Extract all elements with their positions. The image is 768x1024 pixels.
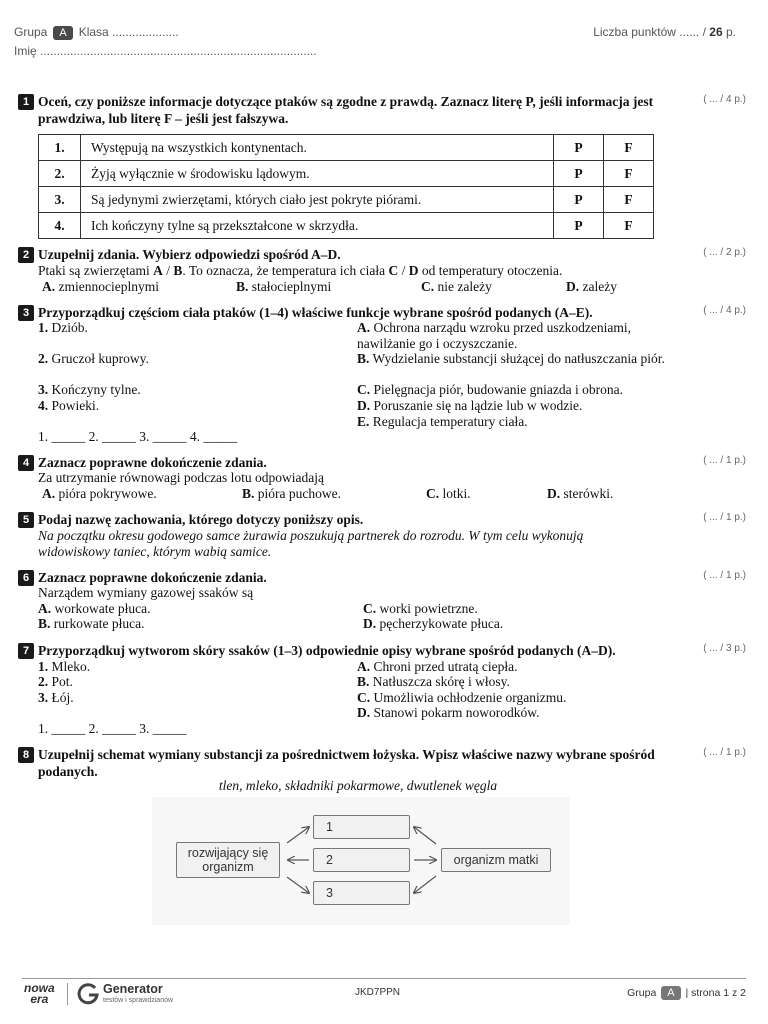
question-number-5: 5 bbox=[18, 512, 34, 528]
option-text: zależy bbox=[582, 279, 617, 294]
option-text: pęcherzykowate płuca. bbox=[379, 616, 504, 631]
item-letter: B. bbox=[357, 351, 370, 366]
item-letter: C. bbox=[357, 690, 371, 705]
item-text: Gruczoł kuprowy. bbox=[51, 351, 149, 366]
item-text: Łój. bbox=[51, 690, 74, 705]
item-text: Umożliwia ochłodzenie organizmu. bbox=[373, 690, 567, 705]
option-text: lotki. bbox=[442, 486, 471, 501]
row-number: 2. bbox=[39, 161, 81, 187]
item-number: 1. bbox=[38, 320, 49, 335]
item-text: Pielęgnacja piór, budowanie gniazda i obrona. bbox=[373, 382, 623, 397]
question-4-title: Zaznacz poprawne dokończenie zdania. bbox=[38, 455, 267, 470]
false-option[interactable]: F bbox=[604, 161, 654, 187]
option-text: nie zależy bbox=[437, 279, 492, 294]
choice-c[interactable]: C bbox=[388, 263, 399, 278]
false-option[interactable]: F bbox=[604, 213, 654, 239]
question-number-1: 1 bbox=[18, 94, 34, 110]
option-letter: B. bbox=[38, 616, 51, 631]
answer-slot-3[interactable]: 3 bbox=[313, 881, 410, 905]
sentence-part: od temperatury otoczenia. bbox=[421, 263, 563, 278]
sentence-part: . To oznacza, że temperatura ich ciała bbox=[182, 263, 386, 278]
arrow-from-mother-3 bbox=[414, 876, 436, 893]
option-letter: C. bbox=[426, 486, 440, 501]
points-unit: p. bbox=[725, 25, 736, 39]
nowa-era-logo bbox=[24, 983, 55, 1005]
question-2-points: ( ... / 2 p.) bbox=[703, 247, 746, 258]
question-number-2: 2 bbox=[18, 247, 34, 263]
generator-subtitle: testów i sprawdzianów bbox=[103, 997, 174, 1004]
choice-a[interactable]: A bbox=[153, 263, 163, 278]
option-text: workowate płuca. bbox=[54, 601, 151, 616]
question-3-title: Przyporządkuj częściom ciała ptaków (1–4) właściwe funkcje wybrane spośród podanych (A–E). bbox=[38, 305, 593, 320]
item-text: Poruszanie się na lądzie lub w wodzie. bbox=[373, 398, 583, 413]
generator-g-icon bbox=[76, 982, 100, 1006]
question-5-points: ( ... / 1 p.) bbox=[703, 512, 746, 523]
item-number: 4. bbox=[38, 398, 49, 413]
arrow-to-slot-3 bbox=[287, 877, 309, 893]
item-text: Ochrona narządu wzroku przed uszkodzeniami, nawilżanie go i oczyszczanie. bbox=[357, 320, 632, 351]
page-number: | strona 1 z 2 bbox=[685, 987, 746, 999]
arrow-to-slot-1 bbox=[287, 827, 309, 843]
true-option[interactable]: P bbox=[554, 161, 604, 187]
item-letter: D. bbox=[357, 398, 371, 413]
option-letter: A. bbox=[38, 601, 52, 616]
points-label: Liczba punktów ...... / bbox=[593, 25, 706, 39]
logo-line: era bbox=[30, 992, 49, 1006]
question-5-title: Podaj nazwę zachowania, którego dotyczy poniższy opis. bbox=[38, 512, 364, 527]
separator: / bbox=[162, 263, 174, 278]
option-letter: A. bbox=[42, 486, 56, 501]
answer-slot-1[interactable]: 1 bbox=[313, 815, 410, 839]
statement: Są jedynymi zwierzętami, których ciało jest pokryte piórami. bbox=[81, 187, 554, 213]
description-line: Na początku okresu godowego samce żurawia poszukują partnerek do rozrodu. W tym celu wykonują bbox=[38, 528, 584, 543]
option-text: zmiennocieplnymi bbox=[58, 279, 159, 294]
question-4-stem: Za utrzymanie równowagi podczas lotu odpowiadają bbox=[38, 470, 325, 485]
option-text: rurkowate płuca. bbox=[53, 616, 145, 631]
item-text: Kończyny tylne. bbox=[51, 382, 141, 397]
developing-organism-box: rozwijający się organizm bbox=[176, 842, 280, 878]
option-letter: B. bbox=[236, 279, 249, 294]
footer-page-info bbox=[627, 986, 746, 1000]
question-1-points: ( ... / 4 p.) bbox=[703, 94, 746, 105]
question-6-title: Zaznacz poprawne dokończenie zdania. bbox=[38, 570, 267, 585]
option-letter: B. bbox=[242, 486, 255, 501]
false-option[interactable]: F bbox=[604, 135, 654, 161]
item-letter: D. bbox=[357, 705, 371, 720]
footer-group-badge: A bbox=[661, 986, 680, 1000]
separator: / bbox=[398, 263, 409, 278]
option-text: worki powietrzne. bbox=[379, 601, 478, 616]
mother-organism-box: organizm matki bbox=[441, 848, 551, 872]
item-number: 2. bbox=[38, 674, 49, 689]
true-option[interactable]: P bbox=[554, 187, 604, 213]
true-option[interactable]: P bbox=[554, 213, 604, 239]
question-7-title: Przyporządkuj wytworom skóry ssaków (1–3) odpowiednie opisy wybrane spośród podanych (A–D). bbox=[38, 643, 616, 658]
option-letter: D. bbox=[547, 486, 561, 501]
item-text: Chroni przed utratą ciepła. bbox=[373, 659, 518, 674]
group-badge: A bbox=[53, 26, 72, 40]
points-total: 26 bbox=[709, 25, 723, 39]
description-line: widowiskowy taniec, którym wabią samice. bbox=[38, 544, 272, 559]
option-text: pióra pokrywowe. bbox=[58, 486, 157, 501]
item-letter: A. bbox=[357, 320, 371, 335]
item-text: Natłuszcza skórę i włosy. bbox=[372, 674, 510, 689]
group-label: Grupa bbox=[14, 25, 48, 39]
question-4-points: ( ... / 1 p.) bbox=[703, 455, 746, 466]
option-letter: C. bbox=[363, 601, 377, 616]
answer-blanks[interactable]: 1. _____ 2. _____ 3. _____ bbox=[38, 721, 187, 736]
footer-group-label: Grupa bbox=[627, 987, 657, 999]
option-text: sterówki. bbox=[563, 486, 614, 501]
question-2-title: Uzupełnij zdania. Wybierz odpowiedzi spośród A–D. bbox=[38, 247, 341, 262]
item-number: 1. bbox=[38, 659, 49, 674]
item-letter: C. bbox=[357, 382, 371, 397]
question-number-7: 7 bbox=[18, 643, 34, 659]
item-number: 3. bbox=[38, 690, 49, 705]
item-text: Mleko. bbox=[51, 659, 91, 674]
row-number: 4. bbox=[39, 213, 81, 239]
word-bank: tlen, mleko, składniki pokarmowe, dwutlenek węgla bbox=[218, 778, 498, 793]
option-letter: A. bbox=[42, 279, 56, 294]
choice-d[interactable]: D bbox=[408, 263, 419, 278]
question-6-points: ( ... / 1 p.) bbox=[703, 570, 746, 581]
question-3-points: ( ... / 4 p.) bbox=[703, 305, 746, 316]
question-1-title: Oceń, czy poniższe informacje dotyczące ptaków są zgodne z prawdą. Zaznacz literę P, jeśli informacja jest prawdziwa, lub literę F – jeśli jest fałszywa. bbox=[38, 94, 654, 126]
answer-slot-2[interactable]: 2 bbox=[313, 848, 410, 872]
logo-line: nowa bbox=[24, 981, 55, 995]
logo-divider bbox=[67, 983, 68, 1005]
item-text: Dziób. bbox=[51, 320, 88, 335]
question-number-6: 6 bbox=[18, 570, 34, 586]
statement: Ich kończyny tylne są przekształcone w skrzydła. bbox=[81, 213, 554, 239]
document-code: JKD7PPN bbox=[355, 987, 401, 998]
row-number: 3. bbox=[39, 187, 81, 213]
choice-b[interactable]: B bbox=[173, 263, 183, 278]
item-text: Stanowi pokarm noworodków. bbox=[373, 705, 540, 720]
name-field: Imię ................................................................................... bbox=[14, 44, 317, 58]
generator-title: Generator bbox=[103, 982, 163, 996]
question-number-3: 3 bbox=[18, 305, 34, 321]
option-letter: D. bbox=[566, 279, 580, 294]
question-number-4: 4 bbox=[18, 455, 34, 471]
true-option[interactable]: P bbox=[554, 135, 604, 161]
option-text: pióra puchowe. bbox=[257, 486, 341, 501]
statement: Żyją wyłącznie w środowisku lądowym. bbox=[81, 161, 554, 187]
item-letter: E. bbox=[357, 414, 370, 429]
item-text: Regulacja temperatury ciała. bbox=[372, 414, 528, 429]
question-7-points: ( ... / 3 p.) bbox=[703, 643, 746, 654]
question-6-stem: Narządem wymiany gazowej ssaków są bbox=[38, 585, 254, 600]
sentence-part: Ptaki są zwierzętami bbox=[38, 263, 150, 278]
class-field: Klasa .................... bbox=[78, 25, 179, 39]
arrow-from-mother-1 bbox=[414, 827, 436, 844]
item-letter: B. bbox=[357, 674, 370, 689]
option-letter: D. bbox=[363, 616, 377, 631]
footer-divider bbox=[22, 978, 746, 979]
row-number: 1. bbox=[39, 135, 81, 161]
item-number: 3. bbox=[38, 382, 49, 397]
answer-blanks[interactable]: 1. _____ 2. _____ 3. _____ 4. _____ bbox=[38, 429, 238, 444]
item-text: Wydzielanie substancji służącej do natłuszczania piór. bbox=[372, 351, 665, 366]
option-text: stałocieplnymi bbox=[251, 279, 332, 294]
question-number-8: 8 bbox=[18, 747, 34, 763]
option-letter: C. bbox=[421, 279, 435, 294]
item-number: 2. bbox=[38, 351, 49, 366]
question-8-title: Uzupełnij schemat wymiany substancji za pośrednictwem łożyska. Wpisz właściwe nazwy wybrane spośród podanych. bbox=[38, 747, 655, 779]
question-8-points: ( ... / 1 p.) bbox=[703, 747, 746, 758]
item-text: Powieki. bbox=[51, 398, 100, 413]
item-text: Pot. bbox=[51, 674, 73, 689]
item-letter: A. bbox=[357, 659, 371, 674]
statement: Występują na wszystkich kontynentach. bbox=[81, 135, 554, 161]
false-option[interactable]: F bbox=[604, 187, 654, 213]
